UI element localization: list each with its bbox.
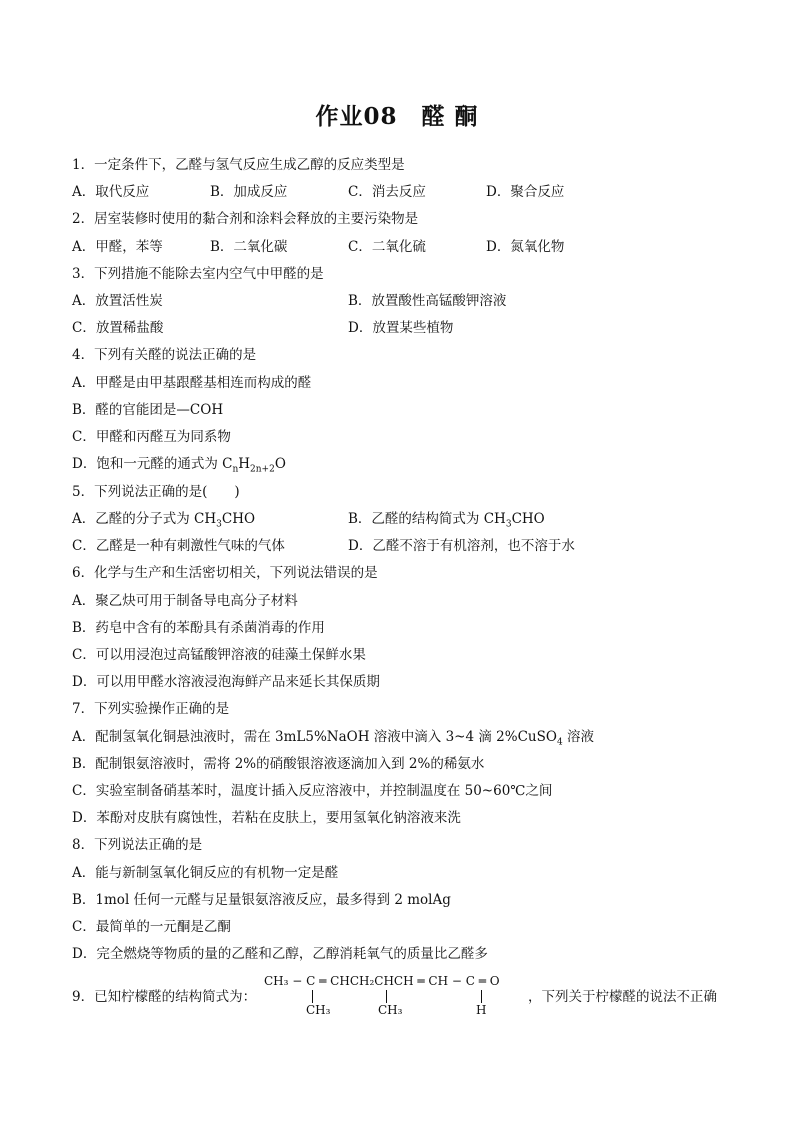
question-1-stem: 1．一定条件下，乙醛与氢气反应生成乙醇的反应类型是 [72, 157, 405, 173]
formula-bond-1 [312, 990, 313, 1003]
question-8-option-a: A．能与新制氢氧化铜反应的有机物一定是醛 [72, 865, 339, 881]
question-5-option-a-end: CHO [221, 511, 256, 527]
question-3-stem: 3．下列措施不能除去室内空气中甲醛的是 [72, 266, 324, 282]
question-7-option-a [72, 728, 594, 752]
question-7-stem: 7．下列实验操作正确的是 [72, 701, 230, 717]
question-7-option-a-prefix: A．配制氢氧化铜悬浊液时，需在 3mL5%NaOH 溶液中滴入 3~4 滴 2%CuSO [72, 729, 557, 745]
question-7-option-c: C．实验室制备硝基苯时，温度计插入反应溶液中，并控制温度在 50~60℃之间 [72, 783, 553, 799]
question-6-option-a: A．聚乙炔可用于制备导电高分子材料 [72, 593, 298, 609]
question-7-option-b: B．配制银氨溶液时，需将 2%的硝酸银溶液逐滴加入到 2%的稀氨水 [72, 756, 485, 772]
question-5-option-b-sub: 3 [505, 519, 512, 530]
question-9-stem: 9．已知柠檬醛的结构简式为： [72, 989, 257, 1005]
question-8-option-b: B．1mol 任何一元醛与足量银氨溶液反应，最多得到 2 molAg [72, 892, 451, 908]
question-1-option-d: D．聚合反应 [486, 184, 565, 200]
question-5-option-d: D．乙醛不溶于有机溶剂，也不溶于水 [348, 538, 575, 554]
question-4-option-d-sub-2n2: 2n+2 [250, 464, 275, 475]
question-3-option-b: B．放置酸性高锰酸钾溶液 [348, 293, 507, 309]
question-6-stem: 6．化学与生产和生活密切相关，下列说法错误的是 [72, 565, 378, 581]
question-4-stem: 4．下列有关醛的说法正确的是 [72, 347, 257, 363]
question-7-option-a-sub: 4 [556, 737, 563, 748]
question-4-option-c: C．甲醛和丙醛互为同系物 [72, 429, 231, 445]
question-2-stem: 2．居室装修时使用的黏合剂和涂料会释放的主要污染物是 [72, 211, 419, 227]
question-8-stem: 8．下列说法正确的是 [72, 837, 203, 853]
question-6-option-b: B．药皂中含有的苯酚具有杀菌消毒的作用 [72, 620, 325, 636]
question-4-option-d-sub-n: n [232, 464, 239, 475]
formula-methyl-2: CH₃ [378, 1003, 403, 1017]
question-4-option-d-prefix: D．饱和一元醛的通式为 C [72, 456, 233, 472]
formula-bond-3 [481, 990, 482, 1003]
question-4-option-d [72, 455, 286, 479]
question-5-option-a [72, 510, 255, 534]
question-5-option-b-end: CHO [511, 511, 545, 527]
question-2-option-b: B．二氧化碳 [210, 239, 288, 255]
question-4-option-d-h: H [238, 456, 251, 472]
question-5-option-a-sub: 3 [216, 519, 222, 530]
question-8-option-d: D．完全燃烧等物质的量的乙醛和乙醇，乙醇消耗氧气的质量比乙醛多 [72, 946, 488, 962]
question-2-option-c: C．二氧化硫 [348, 239, 426, 255]
formula-methyl-1: CH₃ [306, 1003, 331, 1017]
question-9-tail: ，下列关于柠檬醛的说法不正确 [528, 989, 717, 1005]
formula-bond-2 [386, 990, 387, 1003]
formula-main-chain: CH₃ − C ═ CHCH₂CHCH ═ CH − C ═ O [264, 974, 500, 988]
formula-hydrogen: H [476, 1003, 487, 1017]
question-7-option-d: D．苯酚对皮肤有腐蚀性，若粘在皮肤上，要用氢氧化钠溶液来洗 [72, 810, 461, 826]
question-5-option-a-prefix: A．乙醛的分子式为 CH [72, 511, 217, 527]
question-1-option-c: C．消去反应 [348, 184, 426, 200]
question-5-option-b-prefix: B．乙醛的结构简式为 CH [348, 511, 506, 527]
question-5-stem: 5．下列说法正确的是( ) [72, 484, 240, 500]
question-6-option-c: C．可以用浸泡过高锰酸钾溶液的硅藻土保鲜水果 [72, 647, 366, 663]
question-6-option-d: D．可以用甲醛水溶液浸泡海鲜产品来延长其保质期 [72, 674, 380, 690]
question-3-option-c: C．放置稀盐酸 [72, 320, 164, 336]
question-4-option-a: A．甲醛是由甲基跟醛基相连而构成的醛 [72, 375, 312, 391]
question-7-option-a-end: 溶液 [562, 729, 594, 745]
question-3-option-d: D．放置某些植物 [348, 320, 454, 336]
question-4-option-d-o: O [274, 456, 286, 472]
question-5-option-b [348, 510, 545, 534]
page-title: 作业08 醛 酮 [315, 103, 479, 130]
question-2-option-d: D．氮氧化物 [486, 239, 565, 255]
question-1-option-a: A．取代反应 [72, 184, 150, 200]
question-4-option-b: B．醛的官能团是—COH [72, 402, 224, 418]
question-1-option-b: B．加成反应 [210, 184, 288, 200]
question-2-option-a: A．甲醛，苯等 [72, 239, 163, 255]
question-3-option-a: A．放置活性炭 [72, 293, 163, 309]
question-8-option-c: C．最简单的一元酮是乙酮 [72, 919, 231, 935]
question-5-option-c: C．乙醛是一种有刺激性气味的气体 [72, 538, 285, 554]
